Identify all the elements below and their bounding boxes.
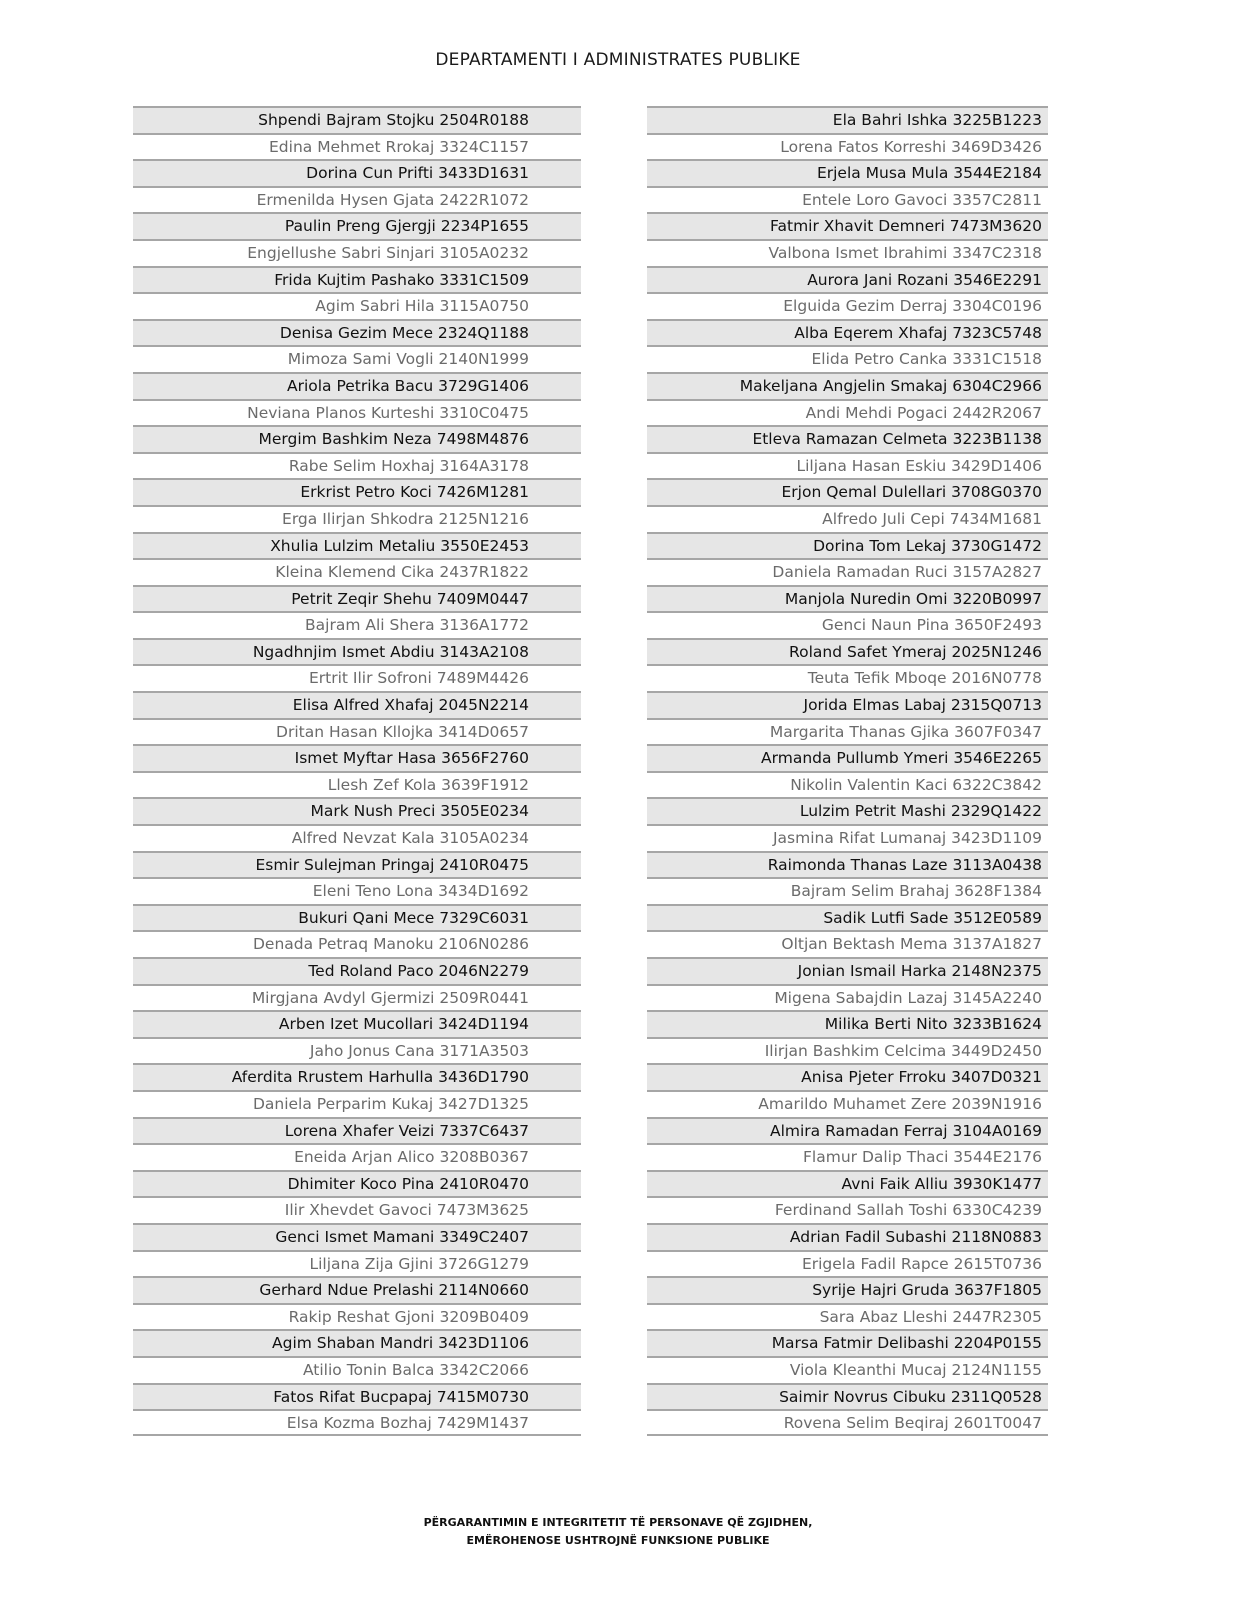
list-item: Mark Nush Preci 3505E0234: [133, 797, 581, 824]
list-item: Rakip Reshat Gjoni 3209B0409: [133, 1303, 581, 1330]
list-item: Erjon Qemal Dulellari 3708G0370: [647, 478, 1048, 505]
list-item: Aurora Jani Rozani 3546E2291: [647, 266, 1048, 293]
footer-line-1: PËRGARANTIMIN E INTEGRITETIT TË PERSONAVE QË ZGJIDHEN,: [423, 1516, 813, 1529]
list-item: Erga Ilirjan Shkodra 2125N1216: [133, 505, 581, 532]
list-item: Mirgjana Avdyl Gjermizi 2509R0441: [133, 984, 581, 1011]
list-item: Dorina Tom Lekaj 3730G1472: [647, 532, 1048, 559]
right-name-list: [647, 106, 1048, 1436]
list-item: Ngadhnjim Ismet Abdiu 3143A2108: [133, 638, 581, 665]
list-item: Daniela Perparim Kukaj 3427D1325: [133, 1090, 581, 1117]
list-item: Eneida Arjan Alico 3208B0367: [133, 1143, 581, 1170]
list-item: Engjellushe Sabri Sinjari 3105A0232: [133, 239, 581, 266]
list-item: Eleni Teno Lona 3434D1692: [133, 877, 581, 904]
list-item: Bajram Ali Shera 3136A1772: [133, 611, 581, 638]
list-item: Nikolin Valentin Kaci 6322C3842: [647, 771, 1048, 798]
list-item: Ariola Petrika Bacu 3729G1406: [133, 372, 581, 399]
list-item: Anisa Pjeter Frroku 3407D0321: [647, 1063, 1048, 1090]
list-item: Elisa Alfred Xhafaj 2045N2214: [133, 691, 581, 718]
list-item: Alba Eqerem Xhafaj 7323C5748: [647, 319, 1048, 346]
list-item: Shpendi Bajram Stojku 2504R0188: [133, 106, 581, 133]
list-item: Migena Sabajdin Lazaj 3145A2240: [647, 984, 1048, 1011]
list-item: Amarildo Muhamet Zere 2039N1916: [647, 1090, 1048, 1117]
list-item: Ismet Myftar Hasa 3656F2760: [133, 744, 581, 771]
list-item: Erigela Fadil Rapce 2615T0736: [647, 1250, 1048, 1277]
list-item: Ermenilda Hysen Gjata 2422R1072: [133, 186, 581, 213]
list-item: Armanda Pullumb Ymeri 3546E2265: [647, 744, 1048, 771]
page-title: DEPARTAMENTI I ADMINISTRATES PUBLIKE: [435, 50, 801, 70]
list-item: Kleina Klemend Cika 2437R1822: [133, 558, 581, 585]
list-item: Teuta Tefik Mboqe 2016N0778: [647, 664, 1048, 691]
list-item: Ferdinand Sallah Toshi 6330C4239: [647, 1196, 1048, 1223]
list-item: Ilir Xhevdet Gavoci 7473M3625: [133, 1196, 581, 1223]
list-item: Alfred Nevzat Kala 3105A0234: [133, 824, 581, 851]
list-item: Frida Kujtim Pashako 3331C1509: [133, 266, 581, 293]
list-item: Marsa Fatmir Delibashi 2204P0155: [647, 1329, 1048, 1356]
list-item: Elsa Kozma Bozhaj 7429M1437: [133, 1409, 581, 1436]
list-item: Andi Mehdi Pogaci 2442R2067: [647, 399, 1048, 426]
list-item: Elida Petro Canka 3331C1518: [647, 345, 1048, 372]
list-item: Valbona Ismet Ibrahimi 3347C2318: [647, 239, 1048, 266]
list-item: Bajram Selim Brahaj 3628F1384: [647, 877, 1048, 904]
list-item: Dhimiter Koco Pina 2410R0470: [133, 1170, 581, 1197]
list-item: Roland Safet Ymeraj 2025N1246: [647, 638, 1048, 665]
list-item: Syrije Hajri Gruda 3637F1805: [647, 1276, 1048, 1303]
list-item: Neviana Planos Kurteshi 3310C0475: [133, 399, 581, 426]
left-name-list: [133, 106, 581, 1436]
list-item: Erjela Musa Mula 3544E2184: [647, 159, 1048, 186]
list-item: Gerhard Ndue Prelashi 2114N0660: [133, 1276, 581, 1303]
list-item: Genci Ismet Mamani 3349C2407: [133, 1223, 581, 1250]
list-item: Ertrit Ilir Sofroni 7489M4426: [133, 664, 581, 691]
list-item: Erkrist Petro Koci 7426M1281: [133, 478, 581, 505]
list-item: Paulin Preng Gjergji 2234P1655: [133, 212, 581, 239]
list-item: Milika Berti Nito 3233B1624: [647, 1010, 1048, 1037]
list-item: Liljana Hasan Eskiu 3429D1406: [647, 452, 1048, 479]
list-item: Ted Roland Paco 2046N2279: [133, 957, 581, 984]
list-item: Edina Mehmet Rrokaj 3324C1157: [133, 133, 581, 160]
list-item: Bukuri Qani Mece 7329C6031: [133, 904, 581, 931]
list-item: Aferdita Rrustem Harhulla 3436D1790: [133, 1063, 581, 1090]
list-item: Liljana Zija Gjini 3726G1279: [133, 1250, 581, 1277]
list-item: Elguida Gezim Derraj 3304C0196: [647, 292, 1048, 319]
list-item: Etleva Ramazan Celmeta 3223B1138: [647, 425, 1048, 452]
list-item: Llesh Zef Kola 3639F1912: [133, 771, 581, 798]
footer-line-2: EMËROHENOSE USHTROJNË FUNKSIONE PUBLIKE: [466, 1534, 770, 1547]
list-item: Jasmina Rifat Lumanaj 3423D1109: [647, 824, 1048, 851]
list-item: Adrian Fadil Subashi 2118N0883: [647, 1223, 1048, 1250]
list-item: Petrit Zeqir Shehu 7409M0447: [133, 585, 581, 612]
list-item: Oltjan Bektash Mema 3137A1827: [647, 930, 1048, 957]
list-item: Jorida Elmas Labaj 2315Q0713: [647, 691, 1048, 718]
list-item: Mimoza Sami Vogli 2140N1999: [133, 345, 581, 372]
list-item: Fatmir Xhavit Demneri 7473M3620: [647, 212, 1048, 239]
list-item: Saimir Novrus Cibuku 2311Q0528: [647, 1383, 1048, 1410]
list-item: Jaho Jonus Cana 3171A3503: [133, 1037, 581, 1064]
list-item: Sadik Lutfi Sade 3512E0589: [647, 904, 1048, 931]
list-item: Rovena Selim Beqiraj 2601T0047: [647, 1409, 1048, 1436]
list-item: Viola Kleanthi Mucaj 2124N1155: [647, 1356, 1048, 1383]
list-item: Dritan Hasan Kllojka 3414D0657: [133, 718, 581, 745]
list-item: Raimonda Thanas Laze 3113A0438: [647, 851, 1048, 878]
list-item: Fatos Rifat Bucpapaj 7415M0730: [133, 1383, 581, 1410]
list-item: Manjola Nuredin Omi 3220B0997: [647, 585, 1048, 612]
list-item: Rabe Selim Hoxhaj 3164A3178: [133, 452, 581, 479]
list-item: Atilio Tonin Balca 3342C2066: [133, 1356, 581, 1383]
list-item: Agim Shaban Mandri 3423D1106: [133, 1329, 581, 1356]
list-item: Alfredo Juli Cepi 7434M1681: [647, 505, 1048, 532]
list-item: Esmir Sulejman Pringaj 2410R0475: [133, 851, 581, 878]
list-item: Lorena Xhafer Veizi 7337C6437: [133, 1117, 581, 1144]
list-item: Daniela Ramadan Ruci 3157A2827: [647, 558, 1048, 585]
list-item: Mergim Bashkim Neza 7498M4876: [133, 425, 581, 452]
list-item: Flamur Dalip Thaci 3544E2176: [647, 1143, 1048, 1170]
list-item: Entele Loro Gavoci 3357C2811: [647, 186, 1048, 213]
list-item: Jonian Ismail Harka 2148N2375: [647, 957, 1048, 984]
list-item: Dorina Cun Prifti 3433D1631: [133, 159, 581, 186]
list-item: Makeljana Angjelin Smakaj 6304C2966: [647, 372, 1048, 399]
list-item: Ela Bahri Ishka 3225B1223: [647, 106, 1048, 133]
list-item: Avni Faik Alliu 3930K1477: [647, 1170, 1048, 1197]
list-item: Almira Ramadan Ferraj 3104A0169: [647, 1117, 1048, 1144]
list-item: Lulzim Petrit Mashi 2329Q1422: [647, 797, 1048, 824]
list-item: Margarita Thanas Gjika 3607F0347: [647, 718, 1048, 745]
list-item: Ilirjan Bashkim Celcima 3449D2450: [647, 1037, 1048, 1064]
list-item: Arben Izet Mucollari 3424D1194: [133, 1010, 581, 1037]
list-item: Xhulia Lulzim Metaliu 3550E2453: [133, 532, 581, 559]
list-item: Sara Abaz Lleshi 2447R2305: [647, 1303, 1048, 1330]
list-item: Denisa Gezim Mece 2324Q1188: [133, 319, 581, 346]
list-item: Lorena Fatos Korreshi 3469D3426: [647, 133, 1048, 160]
list-item: Denada Petraq Manoku 2106N0286: [133, 930, 581, 957]
list-item: Genci Naun Pina 3650F2493: [647, 611, 1048, 638]
footer: [0, 1514, 1236, 1550]
list-item: Agim Sabri Hila 3115A0750: [133, 292, 581, 319]
